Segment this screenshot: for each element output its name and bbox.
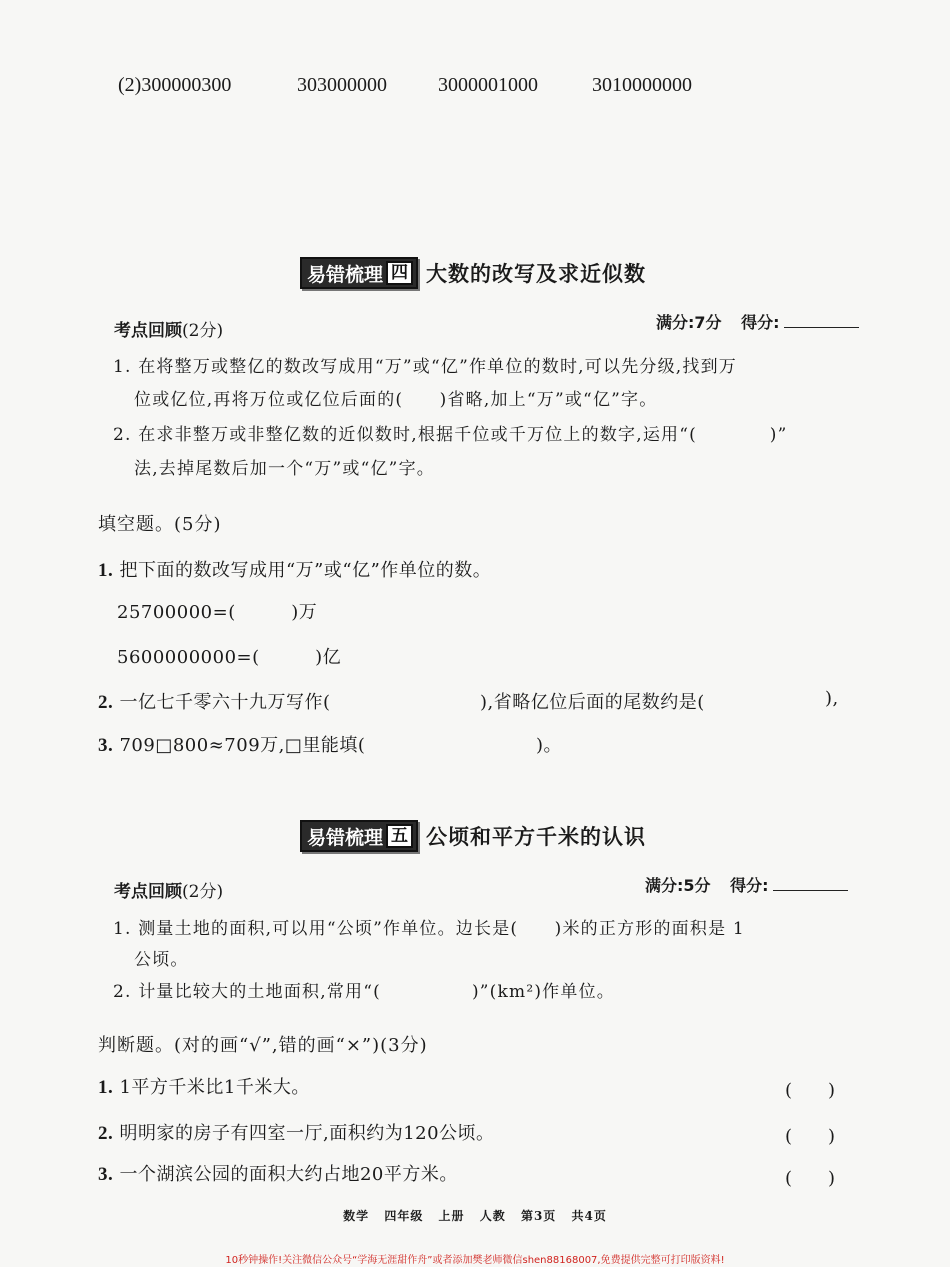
section-title: 大数的改写及求近似数 — [426, 262, 647, 286]
judge-question-3 — [98, 1160, 458, 1186]
question-number: 2. — [98, 1123, 114, 1144]
score-box — [645, 873, 848, 896]
section-header-5 — [300, 820, 646, 852]
page-footer — [0, 1207, 950, 1224]
section-header-4 — [300, 257, 646, 289]
number-item-3: 3000001000 — [438, 74, 538, 96]
question-text: 一个湖滨公园的面积大约占地20平方米。 — [119, 1164, 458, 1185]
question-text: 709□800≈709万,□里能填( — [119, 735, 366, 756]
review-item-2-line1: 2. 计量比较大的土地面积,常用“( )”(km²)作单位。 — [113, 982, 615, 1002]
review-item-1-line2: 位或亿位,再将万位或亿位后面的( )省略,加上“万”或“亿”字。 — [134, 390, 658, 410]
question-3-part2: )。 — [536, 735, 563, 756]
review-item-1-line1: 1. 在将整万或整亿的数改写成用“万”或“亿”作单位的数时,可以先分级,找到万 — [113, 357, 737, 377]
question-1a: 25700000=( )万 — [117, 602, 318, 623]
number-item-1: (2)300000300 — [118, 74, 232, 96]
full-score: 满分:7分 — [656, 313, 722, 332]
question-number: 3. — [98, 1164, 114, 1185]
review-title: 考点回顾 — [114, 321, 182, 341]
answer-parens[interactable]: ( ) — [785, 1126, 836, 1147]
score-label: 得分: — [730, 876, 769, 895]
watermark-banner: 10秒钟操作!关注微信公众号“学海无涯甜作舟”或者添加樊老师微信shen88168007,免费提供完整可打印版资料! — [225, 1255, 725, 1266]
section-number: 五 — [386, 824, 413, 848]
question-text: 1平方千米比1千米大。 — [119, 1077, 310, 1098]
question-3 — [98, 731, 365, 757]
question-number: 3. — [98, 735, 114, 756]
review-points: (2分) — [182, 882, 224, 902]
section-title: 公顷和平方千米的认识 — [426, 825, 647, 849]
answer-parens[interactable]: ( ) — [785, 1080, 836, 1101]
answer-parens[interactable]: ( ) — [785, 1168, 836, 1189]
question-number: 2. — [98, 692, 114, 713]
footer-volume: 上册 — [438, 1209, 465, 1223]
footer-total: 共4页 — [571, 1209, 607, 1223]
review-points: (2分) — [182, 321, 224, 341]
review-heading — [114, 877, 223, 902]
question-2 — [98, 688, 331, 714]
question-text: 一亿七千零六十九万写作( — [119, 692, 331, 713]
judge-question-2 — [98, 1119, 495, 1145]
footer-grade: 四年级 — [384, 1209, 424, 1223]
question-number: 1. — [98, 560, 114, 581]
footer-subject: 数学 — [343, 1209, 370, 1223]
section-tag — [300, 820, 418, 852]
review-item-2-line2: 法,去掉尾数后加一个“万”或“亿”字。 — [134, 459, 435, 479]
question-text: 明明家的房子有四室一厅,面积约为120公顷。 — [119, 1123, 495, 1144]
question-2-part3: ), — [825, 688, 839, 709]
fill-blank-heading: 填空题。(5分) — [98, 514, 222, 535]
question-2-part2: ),省略亿位后面的尾数约是( — [480, 692, 705, 713]
number-item-2: 303000000 — [297, 74, 387, 96]
question-text: 把下面的数改写成用“万”或“亿”作单位的数。 — [119, 560, 492, 581]
section-number: 四 — [386, 261, 413, 285]
section-tag-label: 易错梳理 — [307, 263, 384, 286]
judge-question-1 — [98, 1073, 310, 1099]
review-title: 考点回顾 — [114, 882, 182, 902]
section-tag-label: 易错梳理 — [307, 826, 384, 849]
section-tag — [300, 257, 418, 289]
footer-publisher: 人教 — [479, 1209, 506, 1223]
review-item-2-line1: 2. 在求非整万或非整亿数的近似数时,根据千位或千万位上的数字,运用“( )” — [113, 425, 788, 445]
review-item-1-line1: 1. 测量土地的面积,可以用“公顷”作单位。边长是( )米的正方形的面积是 1 — [113, 919, 745, 939]
footer-page: 第3页 — [520, 1209, 557, 1223]
question-number: 1. — [98, 1077, 114, 1098]
score-label: 得分: — [741, 313, 780, 332]
number-item-4: 3010000000 — [592, 74, 692, 96]
score-blank[interactable] — [773, 876, 848, 891]
review-item-1-line2: 公顷。 — [134, 950, 189, 970]
score-box — [656, 310, 859, 333]
question-1 — [98, 556, 491, 582]
judge-heading: 判断题。(对的画“√”,错的画“×”)(3分) — [98, 1035, 428, 1056]
review-heading — [114, 316, 223, 341]
full-score: 满分:5分 — [645, 876, 711, 895]
score-blank[interactable] — [784, 313, 859, 328]
question-1b: 5600000000=( )亿 — [117, 647, 342, 668]
